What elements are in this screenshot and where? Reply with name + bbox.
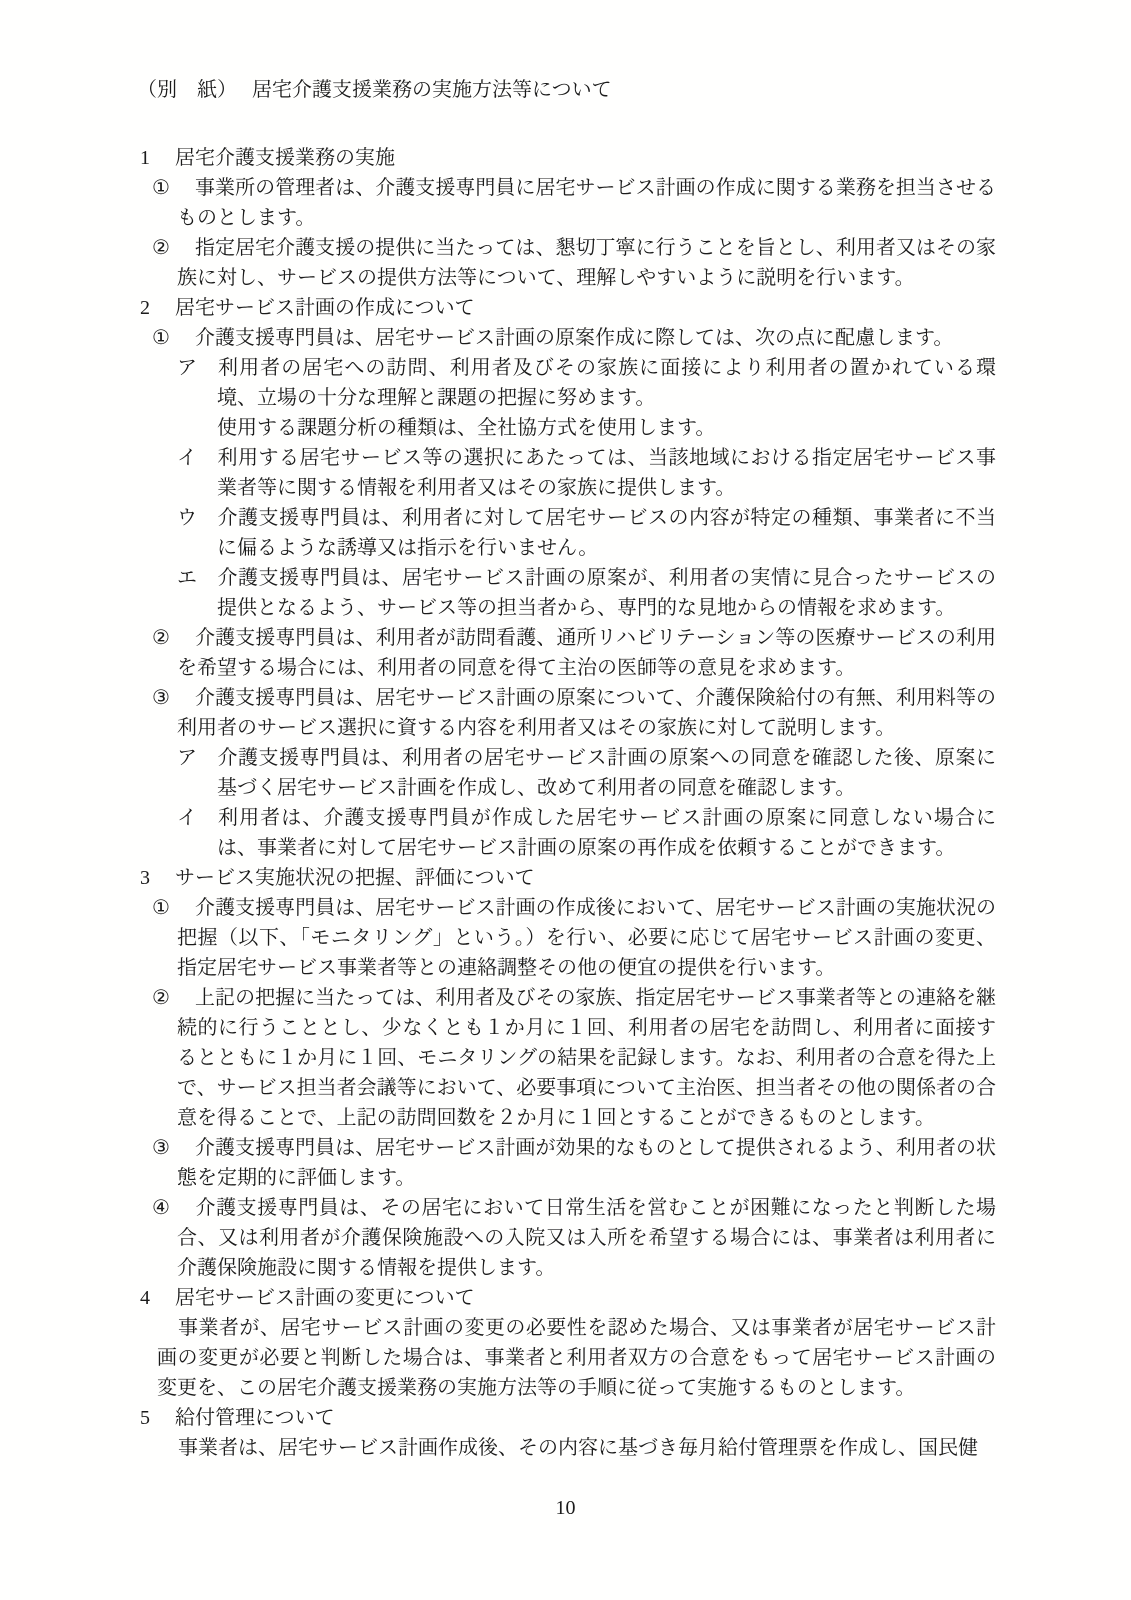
item-text: 介護支援専門員は、利用者に対して居宅サービスの内容が特定の種類、事業者に不当に偏るような誘導又は指示を行いません。 [217,507,996,559]
sub-list-item [140,563,996,623]
list-item [140,1193,996,1283]
item-marker: ② [152,237,170,259]
section-3 [140,863,996,1283]
item-marker: ① [152,177,170,199]
sub-list-item [140,743,996,803]
item-text: 指定居宅介護支援の提供に当たっては、懇切丁寧に行うことを旨とし、利用者又はその家族に対し、サービスの提供方法等について、理解しやすいように説明を行います。 [177,237,996,289]
section-title: 居宅介護支援業務の実施 [175,147,395,169]
list-item [140,233,996,293]
item-marker: ③ [152,687,170,709]
section-4 [140,1283,996,1403]
item-text: 介護支援専門員は、居宅サービス計画の原案作成に際しては、次の点に配慮します。 [195,327,954,349]
sections [140,143,996,1463]
document-header [137,75,996,105]
sub-list-item [140,803,996,863]
section-number: 4 [140,1287,150,1309]
item-marker: ア [177,357,197,379]
item-text: 介護支援専門員は、居宅サービス計画の原案が、利用者の実情に見合ったサービスの提供となるよう、サービス等の担当者から、専門的な見地からの情報を求めます。 [217,567,996,619]
item-text: 介護支援専門員は、その居宅において日常生活を営むことが困難になったと判断した場合、又は利用者が介護保険施設への入院又は入所を希望する場合には、事業者は利用者に介護保険施設に関する情報を提供します。 [177,1197,996,1279]
item-text: 事業所の管理者は、介護支援専門員に居宅サービス計画の作成に関する業務を担当させるものとします。 [177,177,996,229]
item-text: 介護支援専門員は、居宅サービス計画が効果的なものとして提供されるよう、利用者の状態を定期的に評価します。 [177,1137,996,1189]
section-title: 給付管理について [175,1407,335,1429]
item-text: 介護支援専門員は、利用者が訪問看護、通所リハビリテーション等の医療サービスの利用を希望する場合には、利用者の同意を得て主治の医師等の意見を求めます。 [177,627,996,679]
list-item [140,1133,996,1193]
section-heading [140,863,996,893]
section-heading [140,293,996,323]
item-text: 利用する居宅サービス等の選択にあたっては、当該地域における指定居宅サービス事業者等に関する情報を利用者又はその家族に提供します。 [217,447,996,499]
item-marker: ④ [152,1197,170,1219]
item-marker: イ [177,807,197,829]
list-item [140,683,996,743]
attachment-label: （別 紙） [137,79,237,101]
item-marker: ② [152,987,170,1009]
item-marker: ① [152,327,170,349]
item-text: 利用者の居宅への訪問、利用者及びその家族に面接により利用者の置かれている環境、立場の十分な理解と課題の把握に努めます。 [217,357,996,409]
section-heading [140,1283,996,1313]
section-title: 居宅サービス計画の作成について [175,297,475,319]
page-title: 居宅介護支援業務の実施方法等について [252,79,612,101]
page-footer [0,1493,1131,1523]
list-item [140,623,996,683]
item-marker: イ [177,447,197,469]
list-item [140,173,996,233]
item-marker: ① [152,897,170,919]
item-marker: ウ [177,507,197,529]
list-item [140,323,996,353]
list-item [140,893,996,983]
section-number: 2 [140,297,150,319]
item-marker: ② [152,627,170,649]
section-heading [140,1403,996,1433]
item-text: 利用者は、介護支援専門員が作成した居宅サービス計画の原案に同意しない場合には、事業者に対して居宅サービス計画の原案の再作成を依頼することができます。 [217,807,996,859]
section-title: 居宅サービス計画の変更について [175,1287,475,1309]
item-text: 介護支援専門員は、居宅サービス計画の作成後において、居宅サービス計画の実施状況の把握（以下、「モニタリング」という。）を行い、必要に応じて居宅サービス計画の変更、指定居宅サービス事業者等との連絡調整その他の便宜の提供を行います。 [177,897,996,979]
section-number: 5 [140,1407,150,1429]
section-1 [140,143,996,293]
section-number: 3 [140,867,150,889]
item-text: 介護支援専門員は、居宅サービス計画の原案について、介護保険給付の有無、利用料等の利用者のサービス選択に資する内容を利用者又はその家族に対して説明します。 [177,687,996,739]
section-paragraph: 事業者は、居宅サービス計画作成後、その内容に基づき毎月給付管理票を作成し、国民健 [178,1437,978,1459]
page-number: 10 [555,1497,576,1519]
section-heading [140,143,996,173]
note-line: 使用する課題分析の種類は、全社協方式を使用します。 [217,417,716,439]
list-item [140,983,996,1133]
section-number: 1 [140,147,150,169]
item-marker: エ [177,567,197,589]
item-marker: ア [177,747,197,769]
section-paragraph: 事業者が、居宅サービス計画の変更の必要性を認めた場合、又は事業者が居宅サービス計画の変更が必要と判断した場合は、事業者と利用者双方の合意をもって居宅サービス計画の変更を、この居宅介護支援業務の実施方法等の手順に従って実施するものとします。 [157,1317,996,1399]
sub-list-item [140,443,996,503]
sub-list-item [140,503,996,563]
section-2 [140,293,996,863]
item-marker: ③ [152,1137,170,1159]
section-title: サービス実施状況の把握、評価について [175,867,535,889]
section-5 [140,1403,996,1463]
item-text: 介護支援専門員は、利用者の居宅サービス計画の原案への同意を確認した後、原案に基づく居宅サービス計画を作成し、改めて利用者の同意を確認します。 [217,747,996,799]
sub-list-item [140,353,996,413]
item-text: 上記の把握に当たっては、利用者及びその家族、指定居宅サービス事業者等との連絡を継続的に行うこととし、少なくとも１か月に１回、利用者の居宅を訪問し、利用者に面接するとともに１か月に１回、モニタリングの結果を記録します。なお、利用者の合意を得た上で、サービス担当者会議等において、必要事項について主治医、担当者その他の関係者の合意を得ることで、上記の訪問回数を２か月に１回とすることができるものとします。 [177,987,996,1129]
